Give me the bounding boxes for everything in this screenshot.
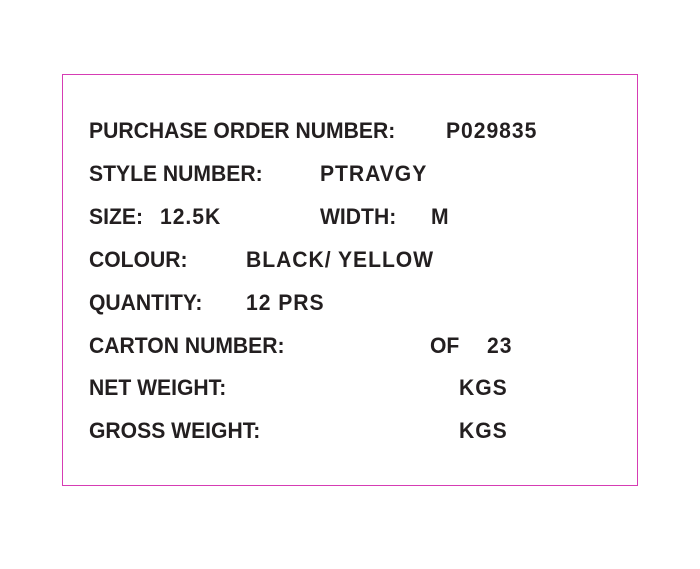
size-value: 12.5K xyxy=(160,204,222,229)
purchase-order-value: P029835 xyxy=(446,118,538,143)
style-number-label: STYLE NUMBER: xyxy=(89,161,263,186)
gross-weight-label: GROSS WEIGHT: xyxy=(89,418,261,443)
quantity-label: QUANTITY: xyxy=(89,290,203,315)
width-label: WIDTH: xyxy=(320,204,397,229)
colour-value: BLACK/ YELLOW xyxy=(246,247,435,272)
size-label: SIZE: xyxy=(89,204,143,229)
net-weight-unit: KGS xyxy=(459,375,508,400)
carton-total-value: 23 xyxy=(487,333,513,358)
gross-weight-unit: KGS xyxy=(459,418,508,443)
net-weight-label: NET WEIGHT: xyxy=(89,375,227,400)
width-value: M xyxy=(431,204,449,229)
colour-label: COLOUR: xyxy=(89,247,188,272)
style-number-value: PTRAVGY xyxy=(320,161,428,186)
quantity-value: 12 PRS xyxy=(246,290,325,315)
purchase-order-label: PURCHASE ORDER NUMBER: xyxy=(89,118,396,143)
carton-of-label: OF xyxy=(430,333,460,358)
carton-number-label: CARTON NUMBER: xyxy=(89,333,285,358)
